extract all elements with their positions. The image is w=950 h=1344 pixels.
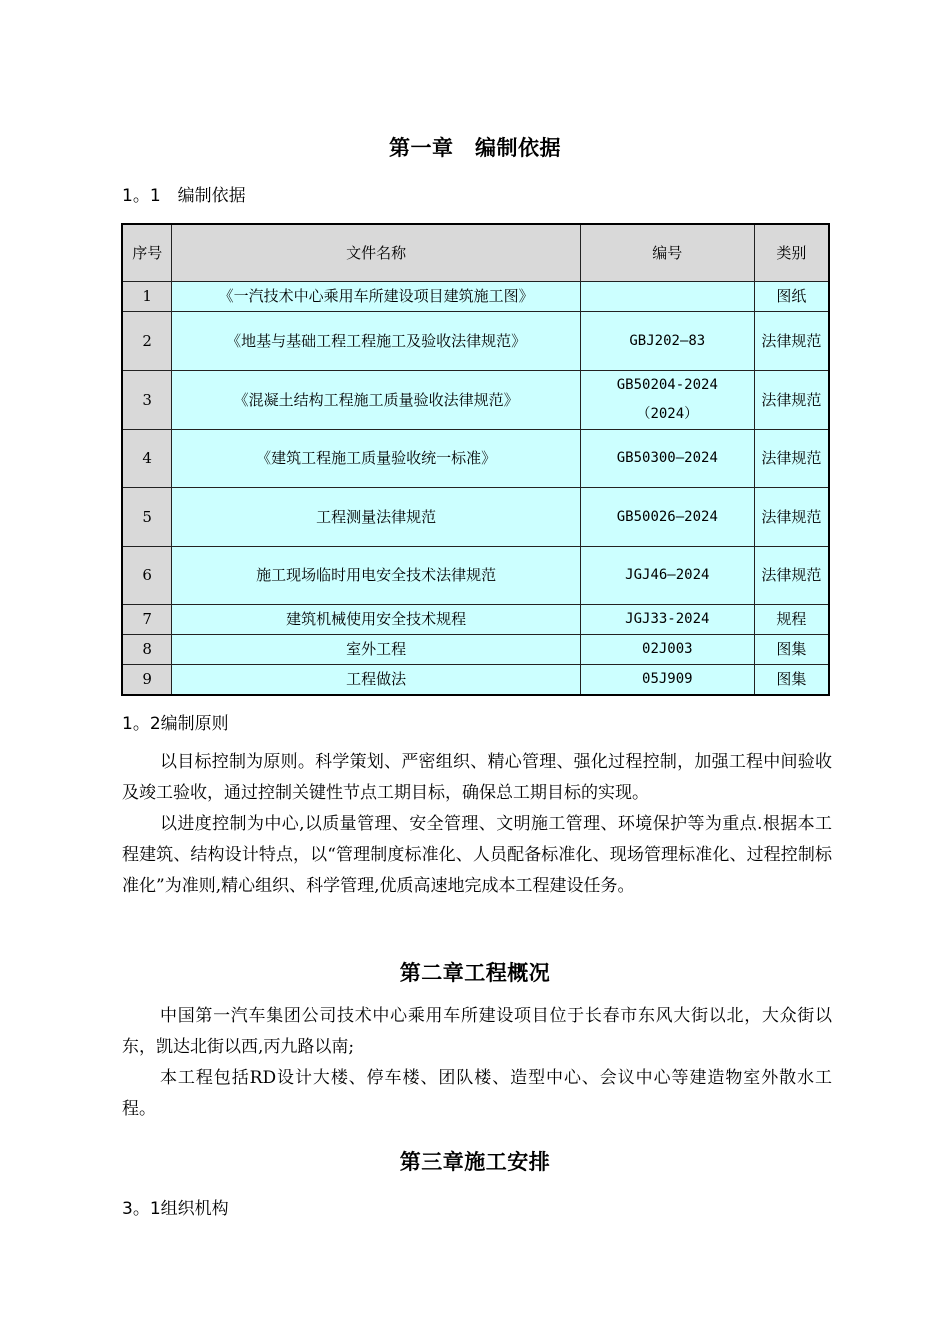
row-name: 建筑机械使用安全技术规程 — [172, 605, 581, 635]
table-header-row — [122, 224, 829, 282]
header-category: 类别 — [754, 224, 829, 282]
row-seq: 4 — [122, 430, 172, 488]
row-category: 法律规范 — [754, 488, 829, 547]
table-row — [122, 371, 829, 430]
row-code: JGJ46—2024 — [580, 547, 754, 605]
section-1-1-heading: 1。1 编制依据 — [122, 186, 246, 206]
paragraph: 中国第一汽车集团公司技术中心乘用车所建设项目位于长春市东风大街以北，大众街以东，凯达北街以西,丙九路以南; — [122, 1006, 832, 1057]
row-code: 02J003 — [580, 635, 754, 665]
table-row — [122, 635, 829, 665]
chapter1-title: 第一章 编制依据 — [389, 136, 561, 160]
section-1-2-heading: 1。2编制原则 — [122, 714, 229, 734]
row-seq: 2 — [122, 312, 172, 371]
row-seq: 3 — [122, 371, 172, 430]
chapter3-title: 第三章施工安排 — [399, 1150, 551, 1174]
table-row — [122, 547, 829, 605]
row-seq: 8 — [122, 635, 172, 665]
header-seq: 序号 — [122, 224, 172, 282]
paragraph: 以目标控制为原则。科学策划、严密组织、精心管理、强化过程控制，加强工程中间验收及竣工验收，通过控制关键性节点工期目标，确保总工期目标的实现。 — [122, 752, 832, 803]
paragraph: 本工程包括RD设计大楼、停车楼、团队楼、造型中心、会议中心等建造物室外散水工程。 — [122, 1068, 832, 1119]
table-row — [122, 605, 829, 635]
table-row — [122, 430, 829, 488]
row-code — [580, 282, 754, 312]
basis-table — [121, 223, 830, 696]
header-code: 编号 — [580, 224, 754, 282]
table-row — [122, 312, 829, 371]
row-category: 法律规范 — [754, 430, 829, 488]
row-category: 图集 — [754, 665, 829, 696]
row-category: 图集 — [754, 635, 829, 665]
section-1-2-body — [122, 747, 832, 902]
row-name: 施工现场临时用电安全技术法律规范 — [172, 547, 581, 605]
row-code: 05J909 — [580, 665, 754, 696]
row-name: 工程测量法律规范 — [172, 488, 581, 547]
row-name: 《建筑工程施工质量验收统一标准》 — [172, 430, 581, 488]
table-row — [122, 282, 829, 312]
header-name: 文件名称 — [172, 224, 581, 282]
row-code: GB50204-2024（2024） — [580, 371, 754, 430]
row-name: 《地基与基础工程工程施工及验收法律规范》 — [172, 312, 581, 371]
row-seq: 9 — [122, 665, 172, 696]
row-category: 规程 — [754, 605, 829, 635]
row-name: 《一汽技术中心乘用车所建设项目建筑施工图》 — [172, 282, 581, 312]
chapter2-body — [122, 1001, 832, 1125]
row-code: JGJ33-2024 — [580, 605, 754, 635]
row-seq: 7 — [122, 605, 172, 635]
table-row — [122, 488, 829, 547]
section-3-1-heading: 3。1组织机构 — [122, 1199, 229, 1219]
table-row — [122, 665, 829, 696]
row-code: GB50300—2024 — [580, 430, 754, 488]
row-category: 法律规范 — [754, 371, 829, 430]
row-name: 工程做法 — [172, 665, 581, 696]
row-code: GBJ202—83 — [580, 312, 754, 371]
row-category: 法律规范 — [754, 547, 829, 605]
row-category: 法律规范 — [754, 312, 829, 371]
row-code: GB50026—2024 — [580, 488, 754, 547]
row-category: 图纸 — [754, 282, 829, 312]
row-name: 室外工程 — [172, 635, 581, 665]
row-seq: 5 — [122, 488, 172, 547]
paragraph: 以进度控制为中心,以质量管理、安全管理、文明施工管理、环境保护等为重点.根据本工程建筑、结构设计特点，以“管理制度标准化、人员配备标准化、现场管理标准化、过程控制标准化”为准则,精心组织、科学管理,优质高速地完成本工程建设任务。 — [122, 814, 832, 896]
row-name: 《混凝土结构工程施工质量验收法律规范》 — [172, 371, 581, 430]
row-seq: 1 — [122, 282, 172, 312]
row-seq: 6 — [122, 547, 172, 605]
chapter2-title: 第二章工程概况 — [399, 961, 551, 985]
